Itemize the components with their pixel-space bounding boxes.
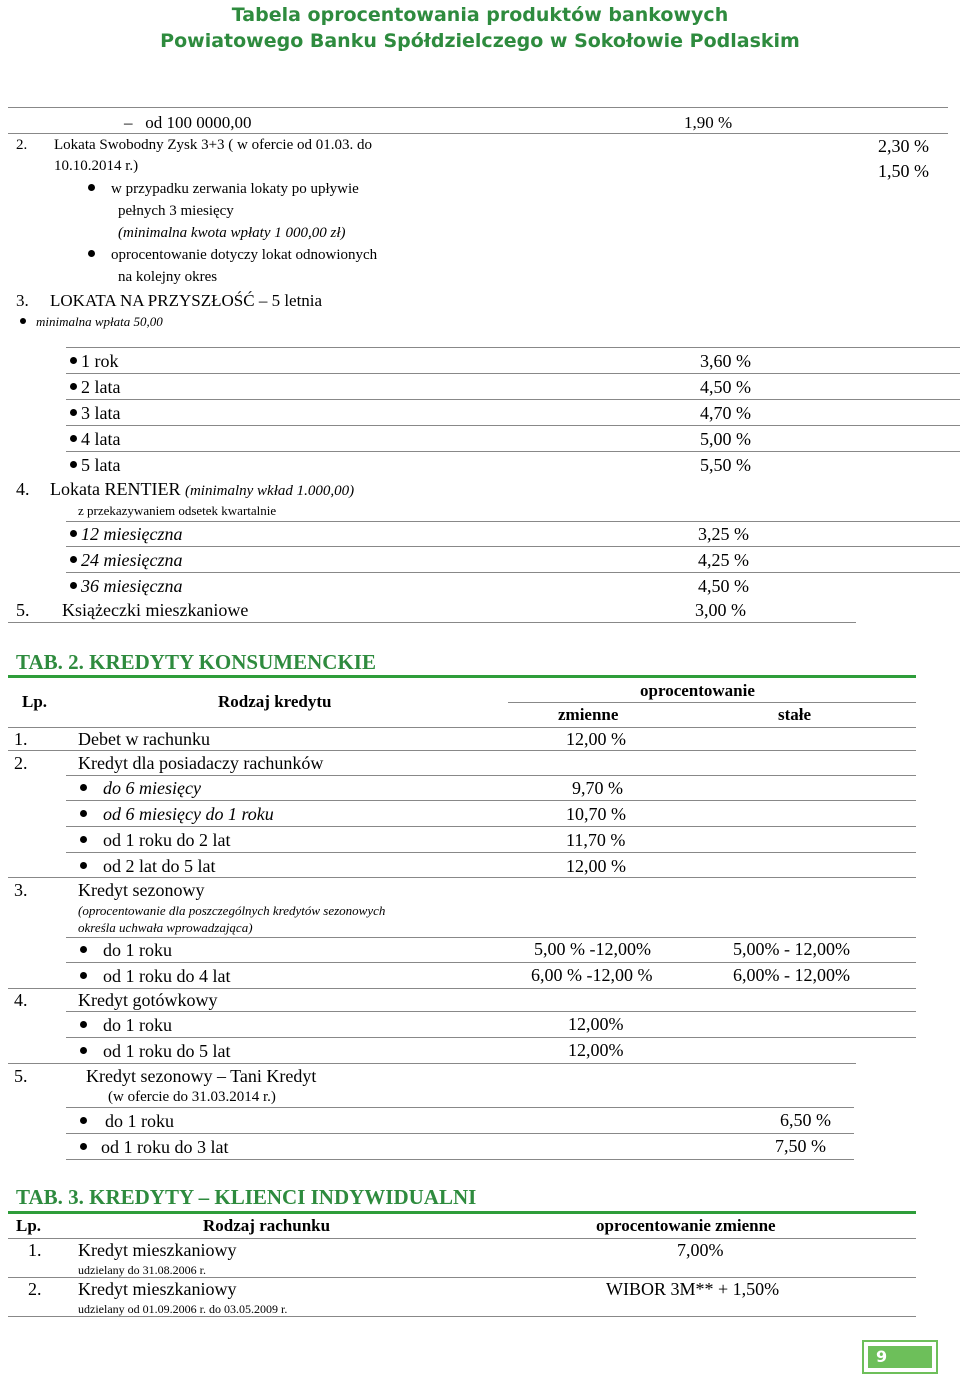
item4-note: (minimalny wkład 1.000,00) — [184, 483, 355, 499]
tab3-title: TAB. 3. KREDYTY – KLIENCI INDYWIDUALNI — [16, 1185, 477, 1209]
tab2-r3-note-2: określa uchwała wprowadzająca) — [78, 920, 253, 935]
tab2-col-type: Rodzaj kredytu — [218, 692, 332, 711]
row-label: 5 lata — [81, 455, 121, 475]
tab2-r4-row-variable: 12,00% — [568, 1014, 624, 1034]
tab3-title-suffix: KLIENCI INDYWIDUALNI — [214, 1185, 477, 1209]
tab2-r4-row-variable: 12,00% — [568, 1040, 624, 1060]
bullet-icon — [80, 836, 87, 843]
divider — [8, 1063, 856, 1064]
bullet-icon — [70, 409, 77, 416]
item4-row-rate: 4,50 % — [698, 576, 749, 596]
tab2-r4-row — [80, 1015, 172, 1036]
divider — [66, 1107, 854, 1108]
divider — [66, 1011, 916, 1012]
bullet-icon — [70, 556, 77, 563]
item5-rate: 3,00 % — [695, 600, 746, 620]
item3-title: LOKATA NA PRZYSZŁOŚĆ – 5 letnia — [50, 291, 323, 310]
bullet-icon — [80, 1143, 87, 1150]
bullet-icon — [88, 184, 95, 191]
tab2-r2-row-variable: 11,70 % — [566, 830, 626, 850]
dash-icon: – — [124, 113, 133, 132]
tab2-r5-note: (w ofercie do 31.03.2014 r.) — [108, 1089, 276, 1105]
bullet-icon — [88, 250, 95, 257]
row-label: do 1 roku — [103, 940, 172, 960]
divider — [508, 702, 916, 703]
row-label: od 6 miesięcy do 1 roku — [103, 804, 274, 824]
tab3-row-title: Kredyt mieszkaniowy — [78, 1240, 237, 1260]
header-line-2: Powiatowego Banku Spółdzielczego w Sokołowie Podlaskim — [160, 30, 800, 52]
item3-row-label — [70, 429, 120, 450]
bullet-text: w przypadku zerwania lokaty po upływie — [111, 181, 359, 197]
divider — [66, 775, 916, 776]
bullet-icon — [80, 1021, 87, 1028]
note-text: minimalna wpłata 50,00 — [36, 314, 163, 329]
item2-rate-2: 1,50 % — [878, 161, 929, 181]
bullet-icon — [70, 582, 77, 589]
divider — [66, 962, 916, 963]
item2-bullet-2-cont: na kolejny okres — [118, 269, 218, 285]
tab2-r4-number: 4. — [14, 990, 28, 1010]
bullet-text: oprocentowanie dotyczy lokat odnowionych — [111, 247, 378, 263]
bullet-icon — [80, 784, 87, 791]
tab2-r5-suffix: Tani Kredyt — [230, 1066, 317, 1086]
tab2-col-rate: oprocentowanie — [640, 681, 755, 700]
tab2-r3-row-variable: 6,00 % -12,00 % — [531, 965, 653, 985]
item2-title: Lokata Swobodny Zysk 3+3 ( w ofercie od 01.03. do — [54, 137, 372, 153]
divider — [66, 826, 916, 827]
tab2-r2-row-variable: 10,70 % — [566, 804, 626, 824]
item4-subnote: z przekazywaniem odsetek kwartalnie — [78, 503, 277, 518]
item3-title-text: LOKATA NA PRZYSZŁOŚĆ — [50, 291, 255, 310]
item4-row-label — [70, 576, 182, 597]
tab2-r2-row — [80, 778, 201, 799]
bullet-icon — [80, 972, 87, 979]
row-label: od 2 lat do 5 lat — [103, 856, 216, 876]
tab3-row-number: 1. — [28, 1240, 42, 1260]
item4-row-label — [70, 524, 182, 545]
item3-row-rate: 3,60 % — [700, 351, 751, 371]
row-label: do 1 roku — [103, 1015, 172, 1035]
divider — [8, 107, 948, 108]
row-label: od 1 roku do 5 lat — [103, 1041, 231, 1061]
divider — [66, 399, 960, 400]
bullet-icon — [70, 357, 77, 364]
bullet-icon — [80, 1117, 87, 1124]
row-label: 1 rok — [81, 351, 119, 371]
bullet-icon — [80, 862, 87, 869]
tab2-r2-row-variable: 9,70 % — [572, 778, 623, 798]
tab3-col-lp: Lp. — [16, 1216, 42, 1235]
tab2-r4-row — [80, 1041, 231, 1062]
tab2-r4-title: Kredyt gotówkowy — [78, 990, 218, 1010]
item4-row-rate: 4,25 % — [698, 550, 749, 570]
tab2-r3-title: Kredyt sezonowy — [78, 880, 205, 900]
item3-note — [20, 314, 163, 330]
tab2-col-lp: Lp. — [22, 692, 48, 711]
tab2-r2-number: 2. — [14, 753, 28, 773]
tab2-r1-variable: 12,00 % — [566, 729, 626, 749]
item3-row-rate: 4,50 % — [700, 377, 751, 397]
item5-number: 5. — [16, 600, 30, 620]
item2-bullet-1 — [88, 181, 359, 198]
tab2-r3-row — [80, 966, 231, 987]
green-rule — [8, 1211, 916, 1214]
item3-row-rate: 5,50 % — [700, 455, 751, 475]
tab2-col-fixed: stałe — [778, 705, 812, 724]
row-label: do 1 roku — [105, 1111, 174, 1131]
tab2-col-variable: zmienne — [558, 705, 619, 724]
bullet-icon — [70, 530, 77, 537]
row-label: do 6 miesięcy — [103, 778, 201, 798]
top-row-rate: 1,90 % — [684, 113, 733, 132]
header-line-1: Tabela oprocentowania produktów bankowych — [231, 4, 729, 26]
divider — [8, 1238, 916, 1239]
tab2-r5-row — [80, 1137, 229, 1158]
item4-title-text: Lokata RENTIER — [50, 479, 181, 499]
divider — [66, 425, 960, 426]
item4-title — [50, 479, 354, 500]
green-rule — [8, 675, 916, 678]
row-label: 3 lata — [81, 403, 121, 423]
divider — [8, 750, 916, 751]
divider — [66, 521, 960, 522]
tab2-r2-title: Kredyt dla posiadaczy rachunków — [78, 753, 324, 773]
item5-title: Książeczki mieszkaniowe — [62, 600, 249, 620]
tab2-r2-row-variable: 12,00 % — [566, 856, 626, 876]
divider — [66, 347, 960, 348]
bullet-icon — [70, 461, 77, 468]
tab2-r5-title: Kredyt sezonowy – Tani Kredyt — [86, 1066, 317, 1086]
item3-row-label — [70, 403, 120, 424]
tab3-row-rate: 7,00% — [677, 1240, 724, 1260]
item3-row-label — [70, 455, 120, 476]
divider — [66, 572, 960, 573]
tab2-r5-number: 5. — [14, 1066, 28, 1086]
tab2-r1-title: Debet w rachunku — [78, 729, 210, 749]
divider — [66, 800, 916, 801]
row-label: 36 miesięczna — [81, 576, 183, 596]
tab2-r2-row — [80, 804, 274, 825]
tab3-row-note: udzielany do 31.08.2006 r. — [78, 1263, 206, 1277]
divider — [66, 1133, 854, 1134]
tab3-col-rate: oprocentowanie zmienne — [596, 1216, 776, 1235]
tab3-col-type: Rodzaj rachunku — [203, 1216, 331, 1235]
item2-bullet-2 — [88, 247, 377, 264]
divider — [8, 988, 916, 989]
row-label: od 1 roku do 4 lat — [103, 966, 231, 986]
tab2-r3-number: 3. — [14, 880, 28, 900]
tab2-title: TAB. 2. KREDYTY KONSUMENCKIE — [16, 650, 376, 674]
bullet-icon — [20, 318, 26, 324]
top-row-label — [124, 113, 252, 133]
bullet-icon — [80, 810, 87, 817]
row-label: 12 miesięczna — [81, 524, 183, 544]
divider — [66, 451, 960, 452]
tab2-r5-row — [80, 1111, 174, 1132]
item3-number: 3. — [16, 291, 29, 310]
divider — [8, 1316, 916, 1317]
item3-row-label — [70, 351, 119, 372]
bullet-icon — [80, 946, 87, 953]
item2-min-note: (minimalna kwota wpłaty 1 000,00 zł) — [118, 225, 346, 241]
item2-number: 2. — [16, 137, 28, 153]
tab2-r3-row-variable: 5,00 % -12,00% — [534, 939, 651, 959]
top-row-text: od 100 0000,00 — [145, 113, 252, 132]
bullet-icon — [70, 383, 77, 390]
tab2-r2-row — [80, 830, 231, 851]
divider — [66, 1159, 854, 1160]
item3-suffix: 5 letnia — [271, 291, 323, 310]
divider — [8, 1277, 916, 1278]
divider — [66, 373, 960, 374]
tab2-r5-row-fixed: 7,50 % — [775, 1136, 826, 1156]
tab3-row-number: 2. — [28, 1279, 42, 1299]
divider — [66, 1037, 916, 1038]
tab2-r3-note-1: (oprocentowanie dla poszczególnych kredytów sezonowych — [78, 903, 386, 918]
tab2-r3-row-fixed: 6,00% - 12,00% — [733, 965, 850, 985]
bullet-icon — [70, 435, 77, 442]
divider — [8, 877, 916, 878]
tab3-row-note: udzielany od 01.09.2006 r. do 03.05.2009 r. — [78, 1302, 288, 1316]
divider — [66, 937, 916, 938]
divider — [8, 133, 948, 134]
tab2-r5-title-text: Kredyt sezonowy — [86, 1066, 213, 1086]
item2-bullet-1-cont: pełnych 3 miesięcy — [118, 203, 234, 219]
tab3-row-rate: WIBOR 3M** + 1,50% — [606, 1279, 780, 1299]
item2-title-line2: 10.10.2014 r.) — [54, 158, 139, 174]
item4-number: 4. — [16, 479, 30, 499]
tab2-r3-row-fixed: 5,00% - 12,00% — [733, 939, 850, 959]
page-number: 9 — [868, 1346, 932, 1368]
item4-row-rate: 3,25 % — [698, 524, 749, 544]
divider — [8, 727, 916, 728]
row-label: od 1 roku do 2 lat — [103, 830, 231, 850]
divider — [66, 852, 916, 853]
item3-row-label — [70, 377, 120, 398]
tab3-row-title: Kredyt mieszkaniowy — [78, 1279, 237, 1299]
page-number-box — [862, 1340, 938, 1374]
tab2-r1-number: 1. — [14, 729, 28, 749]
divider — [8, 622, 856, 623]
item4-row-label — [70, 550, 182, 571]
divider — [66, 546, 960, 547]
bullet-icon — [80, 1047, 87, 1054]
row-label: od 1 roku do 3 lat — [101, 1137, 229, 1157]
item3-row-rate: 5,00 % — [700, 429, 751, 449]
tab3-title-text: TAB. 3. KREDYTY — [16, 1185, 194, 1209]
row-label: 24 miesięczna — [81, 550, 183, 570]
tab2-r3-row — [80, 940, 172, 961]
item2-rate-1: 2,30 % — [878, 136, 929, 156]
item3-row-rate: 4,70 % — [700, 403, 751, 423]
tab2-r2-row — [80, 856, 215, 877]
row-label: 4 lata — [81, 429, 121, 449]
row-label: 2 lata — [81, 377, 121, 397]
tab2-r5-row-fixed: 6,50 % — [780, 1110, 831, 1130]
